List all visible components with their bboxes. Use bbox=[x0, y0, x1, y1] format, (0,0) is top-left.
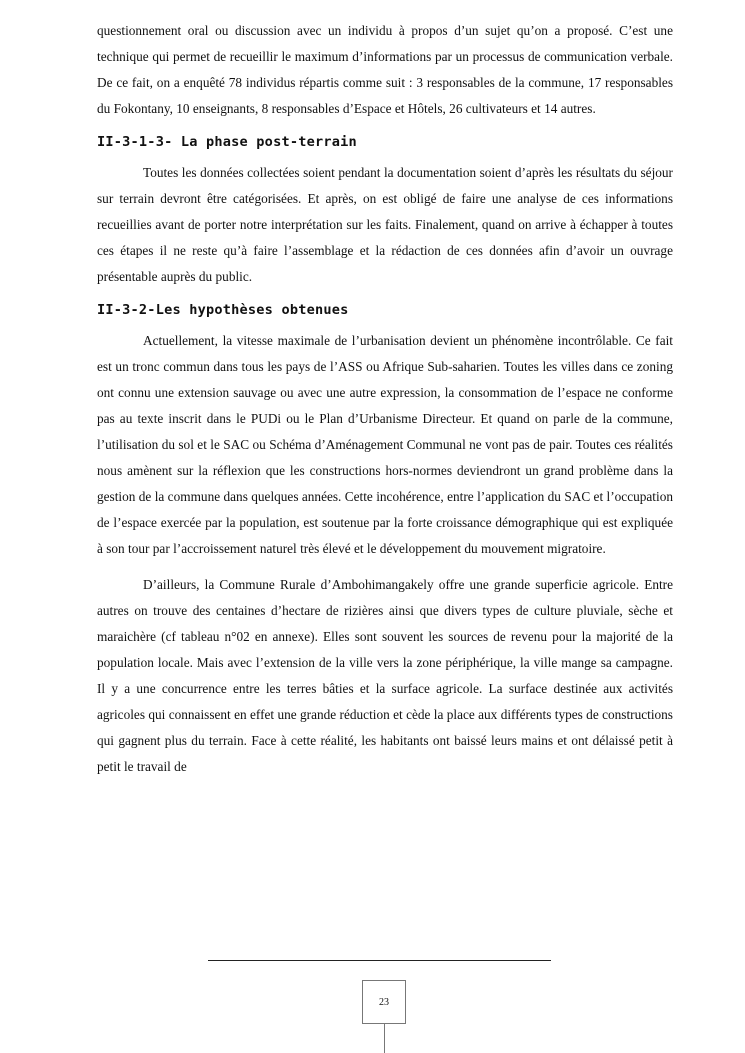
page-number-box bbox=[362, 980, 406, 1024]
paragraph-agriculture: D’ailleurs, la Commune Rurale d’Ambohimangakely offre une grande superficie agricole. Entre autres on trouve des centaines d’hectare de rizières ainsi que divers types de culture pluviale, sèche et maraichère (cf tableau n°02 en annexe). Elles sont souvent les sources de revenu pour la majorité de la population locale. Mais avec l’extension de la ville vers la zone périphérique, la ville mange sa campagne. Il y a une concurrence entre les terres bâties et la surface agricole. La surface destinée aux activités agricoles qui connaissent en effet une grande réduction et cède la place aux différents types de constructions qui gagnent plus du terrain. Face à cette réalité, les habitants ont baissé leurs mains et ont délaissé petit à petit le travail de bbox=[97, 577, 673, 774]
section-heading-hypotheses: II-3-2-Les hypothèses obtenues bbox=[97, 302, 349, 318]
footer-divider bbox=[208, 960, 551, 961]
page-number: 23 bbox=[379, 996, 389, 1008]
paragraph-post-terrain: Toutes les données collectées soient pendant la documentation soient d’après les résultats du séjour sur terrain devront être catégorisées. Et après, on est obligé de faire une analyse de ces informations recueillies avant de porter notre interprétation sur les faits. Finalement, quand on arrive à échapper à toutes ces étapes il ne reste qu’à faire l’assemblage et la rédaction de ces données afin d’avoir un ouvrage présentable auprès du public. bbox=[97, 165, 673, 284]
page-number-stem bbox=[384, 1024, 385, 1053]
section-heading-post-terrain: II-3-1-3- La phase post-terrain bbox=[97, 134, 357, 150]
paragraph-survey-method: questionnement oral ou discussion avec un individu à propos d’un sujet qu’on a proposé. C’est une technique qui permet de recueillir le maximum d’informations par un processus de communication verbale. De ce fait, on a enquêté 78 individus répartis comme suit : 3 responsables de la commune, 17 responsables du Fokontany, 10 enseignants, 8 responsables d’Espace et Hôtels, 26 cultivateurs et 14 autres. bbox=[97, 23, 673, 116]
document-body bbox=[97, 18, 673, 780]
paragraph-urbanisation: Actuellement, la vitesse maximale de l’urbanisation devient un phénomène incontrôlable. Ce fait est un tronc commun dans tous les pays de l’ASS ou Afrique Sub-saharien. Toutes les villes dans ce zoning ont connu une extension sauvage ou avec une autre expression, la consommation de l’espace ne conforme pas au texte inscrit dans le PUDi ou le Plan d’Urbanisme Directeur. Et quand on parle de la commune, l’utilisation du sol et le SAC ou Schéma d’Aménagement Communal ne vont pas de pair. Toutes ces réalités nous amènent sur la réflexion que les constructions hors-normes deviendront un grand problème dans la gestion de la commune dans quelques années. Cette incohérence, entre l’application du SAC et l’occupation de l’espace exercée par la population, est soutenue par la forte croissance démographique qui est expliquée à son tour par l’accroissement naturel très élevé et le développement du mouvement migratoire. bbox=[97, 333, 673, 556]
